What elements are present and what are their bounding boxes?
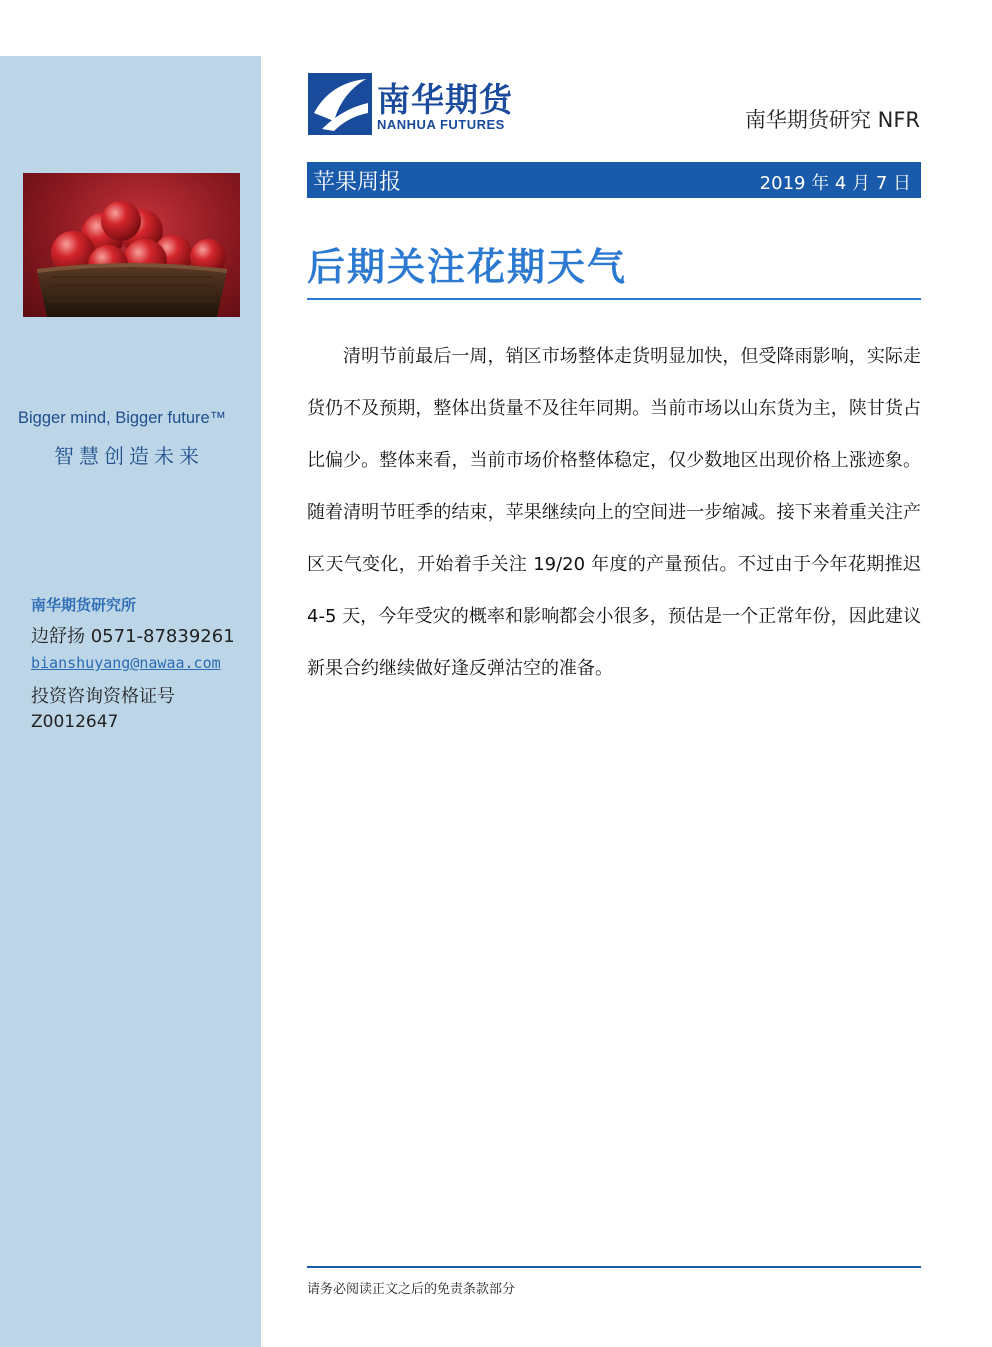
divider (307, 298, 921, 300)
logo-english: NANHUA FUTURES (377, 117, 505, 132)
nanhua-logo-icon (308, 73, 372, 135)
report-headline: 后期关注花期天气 (307, 245, 628, 289)
certificate-label: 投资咨询资格证号 (31, 686, 175, 707)
analyst-email-link[interactable]: bianshuyang@nawaa.com (31, 654, 221, 672)
report-body: 清明节前最后一周，销区市场整体走货明显加快，但受降雨影响，实际走货仍不及预期，整体出货量不及往年同期。当前市场以山东货为主，陕甘货占比偏少。整体来看，当前市场价格整体稳定，仅少数地区出现价格上涨迹象。随着清明节旺季的结束，苹果继续向上的空间进一步缩减。接下来着重关注产区天气变化，开始着手关注 19/20 年度的产量预估。不过由于今年花期推迟 4-5 天，今年受灾的概率和影响都会小很多，预估是一个正常年份，因此建议新果合约继续做好逢反弹沽空的准备。 (307, 346, 921, 679)
slogan-chinese: 智慧创造未来 (54, 444, 204, 468)
analyst-contact: 边舒扬 0571-87839261 (31, 626, 235, 647)
footer-divider (307, 1266, 921, 1268)
disclaimer-note: 请务必阅读正文之后的免责条款部分 (307, 1282, 516, 1297)
institute-name: 南华期货研究所 (31, 596, 137, 614)
apple-basket-photo (23, 173, 240, 317)
research-brand: 南华期货研究 NFR (744, 108, 920, 132)
slogan-english: Bigger mind, Bigger future™ (18, 409, 227, 427)
report-banner (307, 162, 921, 198)
report-date: 2019 年 4 月 7 日 (759, 173, 911, 194)
certificate-number: Z0012647 (31, 712, 119, 732)
apple-basket-illustration (23, 173, 240, 317)
logo-chinese: 南华期货 (377, 80, 513, 119)
report-type: 苹果周报 (313, 170, 402, 195)
